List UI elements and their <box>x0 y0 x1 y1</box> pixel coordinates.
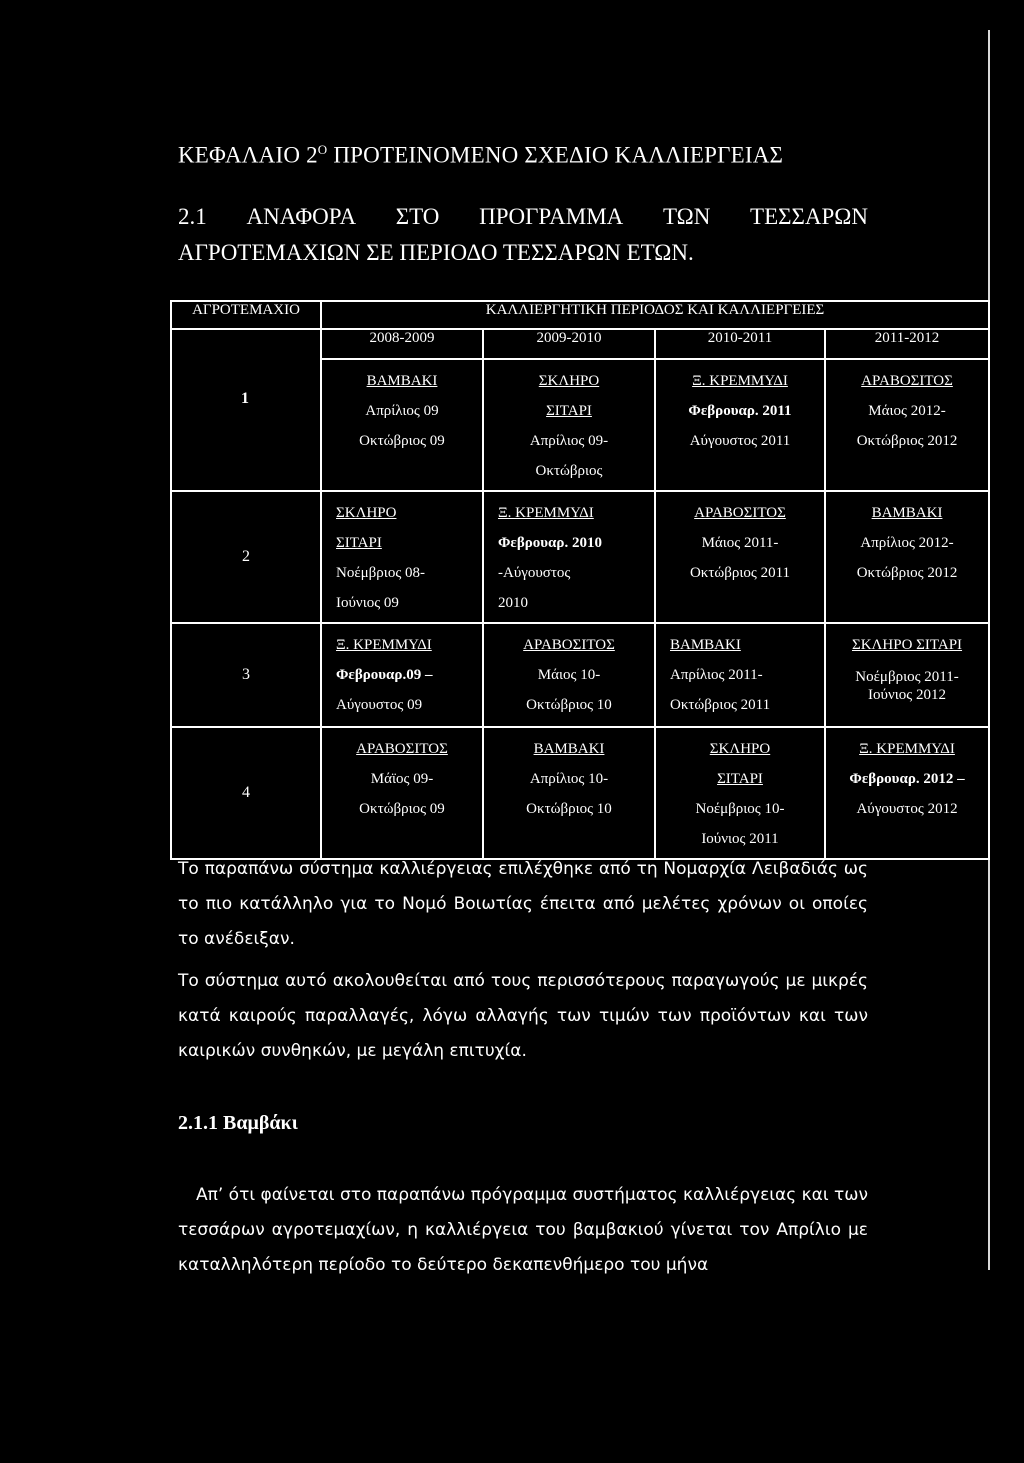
period-text: Απρίλιος 10- <box>529 771 609 787</box>
table-cell <box>655 359 825 491</box>
period-text: Μάιος 2011- <box>701 535 779 551</box>
table-cell <box>483 491 655 623</box>
table-cell <box>483 623 655 727</box>
period-text: Φεβρουαρ. 2012 – <box>849 771 965 787</box>
chapter-title-prefix: ΚΕΦΑΛΑΙΟ 2 <box>178 142 318 168</box>
subheading: 2.1.1 Βαμβάκι <box>178 1112 298 1134</box>
crop-name: ΣΚΛΗΡΟ ΣΙΤΑΡΙ <box>851 637 963 653</box>
period-text: Μάϊος 09- <box>370 771 434 787</box>
period-text: Οκτώβριος 2012 <box>856 565 958 581</box>
period-text: Νοέμβριος 10- <box>695 801 785 817</box>
period-text: Οκτώβριος <box>535 463 603 479</box>
period-text: Οκτώβριος 09 <box>359 801 445 817</box>
crop-name: ΑΡΑΒΟΣΙΤΟΣ <box>523 637 615 653</box>
period-text: Απρίλιος 09 <box>365 403 439 419</box>
period-text: Φεβρουαρ. 2010 <box>498 535 602 551</box>
period-text: Αύγουστος 09 <box>336 697 423 713</box>
crop-name: ΒΑΜΒΑΚΙ <box>533 741 605 757</box>
period-text: Οκτώβριος 09 <box>359 433 445 449</box>
plot-number: 2 <box>171 491 321 623</box>
period-text: Φεβρουαρ. 2011 <box>688 403 792 419</box>
crop-name: ΣΚΛΗΡΟ <box>709 741 771 757</box>
period-text: 2010 <box>498 595 528 611</box>
table-row <box>171 727 989 859</box>
period-text: Απρίλιος 09- <box>529 433 609 449</box>
crop-name: Ξ. ΚΡΕΜΜΥΔΙ <box>498 505 594 521</box>
paragraph: Απ’ ότι φαίνεται στο παραπάνω πρόγραμμα συστήματος καλλιέργειας και των τεσσάρων αγροτεμαχίων, η καλλιέργεια του βαμβακιού γίνεται τον Απρίλιο με καταλληλότερη περίοδο το δεύτερο δεκαπενθήμερο του μήνα <box>178 1185 868 1275</box>
section-title-line1 <box>178 204 868 230</box>
crop-name: ΒΑΜΒΑΚΙ <box>670 637 741 653</box>
section-word: ΤΕΣΣΑΡΩΝ <box>750 204 868 229</box>
section-title-line2: ΑΓΡΟΤΕΜΑΧΙΩΝ ΣΕ ΠΕΡΙΟΔΟ ΤΕΣΣΑΡΩΝ ΕΤΩΝ. <box>178 240 694 265</box>
period-text: Ιούνιος 2012 <box>868 687 946 703</box>
period-text: Οκτώβριος 2011 <box>689 565 791 581</box>
table-cell <box>483 359 655 491</box>
paragraph: Το σύστημα αυτό ακολουθείται από τους περισσότερους παραγωγούς με μικρές κατά καιρούς παραλλαγές, λόγω αλλαγής των τιμών των προϊόντων και των καιρικών συνθηκών, με μεγάλη επιτυχία. <box>178 971 868 1061</box>
table-cell <box>825 623 989 727</box>
table-cell <box>655 491 825 623</box>
section-word: 2.1 <box>178 204 207 229</box>
period-text: Μάιος 2012- <box>868 403 946 419</box>
period-text: Μάιος 10- <box>537 667 601 683</box>
period-text: Αύγουστος 2011 <box>689 433 791 449</box>
table-row <box>171 491 989 623</box>
table-cell <box>655 727 825 859</box>
crop-name: ΑΡΑΒΟΣΙΤΟΣ <box>356 741 448 757</box>
plot-number: 4 <box>171 727 321 859</box>
crop-name: ΣΙΤΑΡΙ <box>336 535 382 551</box>
header-plot: ΑΓΡΟΤΕΜΑΧΙΟ <box>171 301 321 329</box>
crop-name: ΣΙΤΑΡΙ <box>546 403 592 419</box>
crop-name: ΑΡΑΒΟΣΙΤΟΣ <box>694 505 786 521</box>
table-row <box>171 623 989 727</box>
period-text: Οκτώβριος 2012 <box>856 433 958 449</box>
crop-name: Ξ. ΚΡΕΜΜΥΔΙ <box>336 637 432 653</box>
crop-rotation-table <box>170 300 990 860</box>
paragraph: Το παραπάνω σύστημα καλλιέργειας επιλέχθηκε από τη Νομαρχία Λειβαδιάς ως το πιο κατάλληλο για το Νομό Βοιωτίας έπειτα από μελέτες χρόνων οι οποίες το ανέδειξαν. <box>178 859 868 949</box>
table-cell <box>825 491 989 623</box>
plot-number: 1 <box>241 390 249 407</box>
header-plot-spacer <box>171 329 321 491</box>
period-text: -Αύγουστος <box>498 565 571 581</box>
crop-name: ΣΙΤΑΡΙ <box>717 771 763 787</box>
period-text: Απρίλιος 2012- <box>860 535 954 551</box>
period-text: Απρίλιος 2011- <box>670 667 763 683</box>
section-word: ΑΝΑΦΟΡΑ <box>246 204 357 229</box>
table-cell <box>483 727 655 859</box>
year-header: 2010-2011 <box>655 329 825 359</box>
crop-name: ΣΚΛΗΡΟ <box>336 505 397 521</box>
period-text: Νοέμβριος 08- <box>336 565 426 581</box>
section-word: ΤΩΝ <box>662 204 711 229</box>
year-header: 2011-2012 <box>825 329 989 359</box>
table-cell <box>825 359 989 491</box>
period-text: Ιούνιος 2011 <box>701 831 779 847</box>
period-text: Νοέμβριος 2011- <box>855 669 959 685</box>
table-cell <box>321 359 483 491</box>
header-period: ΚΑΛΛΙΕΡΓΗΤΙΚΗ ΠΕΡΙΟΔΟΣ ΚΑΙ ΚΑΛΛΙΕΡΓΕΙΕΣ <box>321 301 989 329</box>
section-word: ΣΤΟ <box>395 204 440 229</box>
table-cell <box>321 623 483 727</box>
table-cell <box>321 727 483 859</box>
period-text: Οκτώβριος 10 <box>526 697 612 713</box>
period-text: Οκτώβριος 2011 <box>670 697 771 713</box>
chapter-title-sup: Ο <box>317 142 328 157</box>
table-cell <box>825 727 989 859</box>
crop-name: Ξ. ΚΡΕΜΜΥΔΙ <box>692 373 788 389</box>
period-text: Φεβρουαρ.09 – <box>336 667 433 683</box>
year-header: 2009-2010 <box>483 329 655 359</box>
period-text: Ιούνιος 09 <box>336 595 399 611</box>
year-header: 2008-2009 <box>321 329 483 359</box>
crop-name: ΣΚΛΗΡΟ <box>538 373 600 389</box>
crop-name: ΒΑΜΒΑΚΙ <box>871 505 943 521</box>
chapter-title <box>178 142 783 169</box>
period-text: Οκτώβριος 10 <box>526 801 612 817</box>
period-text: Αύγουστος 2012 <box>856 801 958 817</box>
crop-name: Ξ. ΚΡΕΜΜΥΔΙ <box>859 741 955 757</box>
table-cell <box>321 491 483 623</box>
chapter-title-rest: ΠΡΟΤΕΙΝΟΜΕΝΟ ΣΧΕΔΙΟ ΚΑΛΛΙΕΡΓΕΙΑΣ <box>327 142 784 168</box>
section-word: ΠΡΟΓΡΑΜΜΑ <box>479 204 624 229</box>
crop-name: ΑΡΑΒΟΣΙΤΟΣ <box>861 373 953 389</box>
table-cell <box>655 623 825 727</box>
plot-number: 3 <box>171 623 321 727</box>
crop-name: ΒΑΜΒΑΚΙ <box>366 373 438 389</box>
